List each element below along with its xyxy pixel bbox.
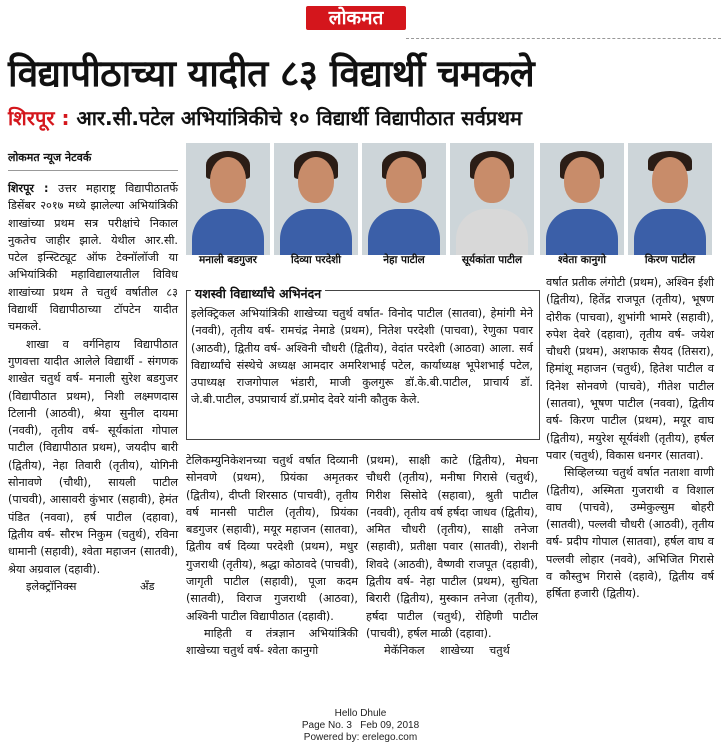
article-column-4 [546, 274, 714, 603]
student-photo [362, 143, 446, 255]
paragraph: माहिती व तंत्रज्ञान अभियांत्रिकी शाखेच्या चतुर्थ वर्ष- श्वेता कानुगो [186, 626, 358, 658]
article-column-2 [186, 452, 358, 660]
photo-caption: नेहा पाटील [383, 254, 425, 266]
paragraph: सिव्हिलच्या चतुर्थ वर्षात नताशा वाणी (द्वितीय), अस्मिता गुजराथी व विशाल वाघ (पाचवे), उम्मेकुल्सुम बोहरी (सातवी), पल्लवी चौधरी (आठवी), तृतीय वर्ष- प्रदीप गोपाल (सातवा), हर्षल वाघ व पल्लवी लोहार (नववे), अभिजित गिरासे व कौस्तुभ गिरासे (दहावे), द्वितीय वर्ष हर्षिता हजारी (द्वितीय). [546, 466, 714, 601]
footer-line-2: Page No. 3 Feb 09, 2018 [301, 720, 420, 731]
student-photo [274, 143, 358, 255]
paragraph: टेलिकम्युनिकेशनच्या चतुर्थ वर्षात दिव्यानी सोनवणे (प्रथम), प्रियंका अमृतकर (द्वितीय), दीप्ती शिरसाठ (पाचवी), तृतीय वर्ष मानसी पाटील (तृतीय), प्रियंका बडगुजर (सहावी), मयूर महाजन (सातवा), द्वितीय वर्ष दिव्या परदेशी (प्रथम), मधुर गुजराथी (तृतीय), श्रद्धा कोठावदे (पाचवी), जागृती पाटील (सहावी), पूजा कदम (सातवी), विराज गुजराथी (आठवा), अश्विनी पाटील विद्यापीठात (दहावी). [186, 454, 358, 623]
paragraph: शाखा व वर्गनिहाय विद्यापीठात गुणवत्ता यादीत आलेले विद्यार्थी - संगणक शाखेत चतुर्थ वर्ष- मनाली सुरेश बडगुजर (विद्यापीठात प्रथम), निशी लक्ष्मणदास टिलानी (आठवी), श्रेया सुनील दायमा (नववी), तृतीय वर्ष- सूर्यकांता गोपाल पाटील (विद्यापीठात प्रथम), जयदीप बारी (द्वितीय), नेहा तिवारी (तृतीय), योगिनी सोनावणे (चौथी), सायली पाटील (पाचवी), आसावरी कुंभार (सहावी), हेमंत पंडित (नववा), हर्ष पाटील (दहावा), द्वितीय वर्ष- सौरभ निकुम (चतुर्थ), रविना धामानी (सहावी), श्वेता महाजन (सातवी), श्रेया अग्रवाल (दहावी). [8, 337, 178, 576]
paragraph: मेकॅनिकल शाखेच्या चतुर्थ [384, 644, 510, 658]
box-text: इलेक्ट्रिकल अभियांत्रिकी शाखेच्या चतुर्थ वर्षात- विनोद पाटील (सातवा), हेमांगी मेने (नववी), तृतीय वर्ष- रामचंद्र नेमाडे (प्रथम), नितेश परदेशी (पाचवा), रेणुका पवार (आठवी), द्वितीय वर्ष- अश्विनी चौधरी (द्वितीय), वेदांत परदेशी (आठवा) आला. सर्व विद्यार्थ्यांचे संस्थेचे अध्यक्ष आमदार अमरिशभाई पटेल, कार्याध्यक्ष भूपेशभाई पटेल, उपाध्यक्ष राजगोपाल भंडारी, माजी कुलगुरू डॉ.के.बी.पाटील, प्राचार्य डॉ. जे.बी.पाटील, उपप्राचार्य डॉ.प्रमोद देवरे यांनी कौतुक केले. [191, 307, 533, 407]
paragraph: वर्षात प्रतीक लंगोटी (प्रथम), अश्विन ईशी (द्वितीय), हितेंद्र राजपूत (तृतीय), भूषण दोरीक (पाचवा), शुभांगी भामरे (सहावी), रुपेश देवरे (दहावा), तृतीय वर्ष- जयेश चौधरी (प्रथम), अशफाक सैयद (तिसरा), हिमांशू महाजन (चतुर्थ), हितेश पाटील व दिनेश सोनवणे (पाचवे), गीतेश पाटील (सातवा), भूषण पाटील (नववा), द्वितीय वर्ष- किरण पाटील (प्रथम), मयूर वाघ (द्वितीय), मयुरेश सूर्यवंशी (तृतीय), हर्षल पवार (चतुर्थ), विकास धनगर (सातवा). [546, 276, 714, 462]
student-photos [186, 143, 716, 268]
article-column-1 [8, 180, 178, 595]
photo-caption: सूर्यकांता पाटील [461, 254, 523, 266]
paragraph [8, 180, 178, 336]
masthead-logo: लोकमत [306, 6, 406, 30]
photo-caption: श्वेता कानुगो [558, 254, 606, 266]
student-photo [628, 143, 712, 255]
article-column-3 [366, 452, 538, 660]
photo-caption: मनाली बडगुजर [199, 254, 257, 266]
byline-rule [8, 170, 178, 171]
footer-line-1: Hello Dhule [334, 708, 387, 719]
student-photo [450, 143, 534, 255]
footer-line-3: Powered by: erelego.com [303, 732, 418, 743]
paragraph: (प्रथम), साक्षी काटे (द्वितीय), मेघना चौधरी (तृतीय), मनीषा गिरासे (चतुर्थ), गिरीश सिसोदे (सहावा), श्रुती पाटील (नववी), तृतीय वर्ष हर्षदा जाधव (द्वितीय), अमित चौधरी (तृतीय), साक्षी तनेजा (सहावी), प्रतीक्षा पवार (सातवी), रोशनी शिवदे (आठवी), वैष्णवी राजपूत (दहावी), द्वितीय वर्ष- नेहा पाटील (प्रथम), सुचिता बिरारी (द्वितीय), मुस्कान तनेजा (तृतीय), हर्षदा पाटील (चतुर्थ), रोहिणी पाटील (पाचवी), हर्षल माळी (दहावा). [366, 454, 538, 640]
paragraph: इलेक्ट्रॉनिक्स अँड [26, 579, 155, 593]
headline: विद्यापीठाच्या यादीत ८३ विद्यार्थी चमकले [8, 52, 535, 95]
student-photo [186, 143, 270, 255]
paragraph-text: उत्तर महाराष्ट्र विद्यापीठातर्फे डिसेंबर २०१७ मध्ये झालेल्या अभियांत्रिकी शाखांच्या प्रथम सत्र परीक्षांचे निकाल नुकतेच जाहीर झाले. येथील आर.सी. पटेल इन्स्टिट्यूट ऑफ टेक्नॉलॉजी या अभियांत्रिकी महाविद्यालयातील विविध शाखांच्या प्रथम ते चतुर्थ वर्षातील ८३ विद्यार्थी विद्यापीठाच्या टॉपटेन यादीत चमकले. [8, 182, 178, 334]
subhead-place: शिरपूर : [8, 106, 70, 130]
box-title: यशस्वी विद्यार्थ्यांचे अभिनंदन [191, 285, 325, 302]
byline: लोकमत न्यूज नेटवर्क [8, 151, 92, 164]
congratulations-box [186, 286, 540, 440]
subhead [8, 103, 522, 133]
photo-caption: किरण पाटील [644, 254, 696, 266]
photo-caption: दिव्या परदेशी [290, 254, 342, 266]
dateline: शिरपूर : [8, 182, 49, 195]
student-photo [540, 143, 624, 255]
subhead-text: आर.सी.पटेल अभियांत्रिकीचे १० विद्यार्थी विद्यापीठात सर्वप्रथम [76, 106, 522, 130]
masthead-rule [406, 38, 721, 39]
